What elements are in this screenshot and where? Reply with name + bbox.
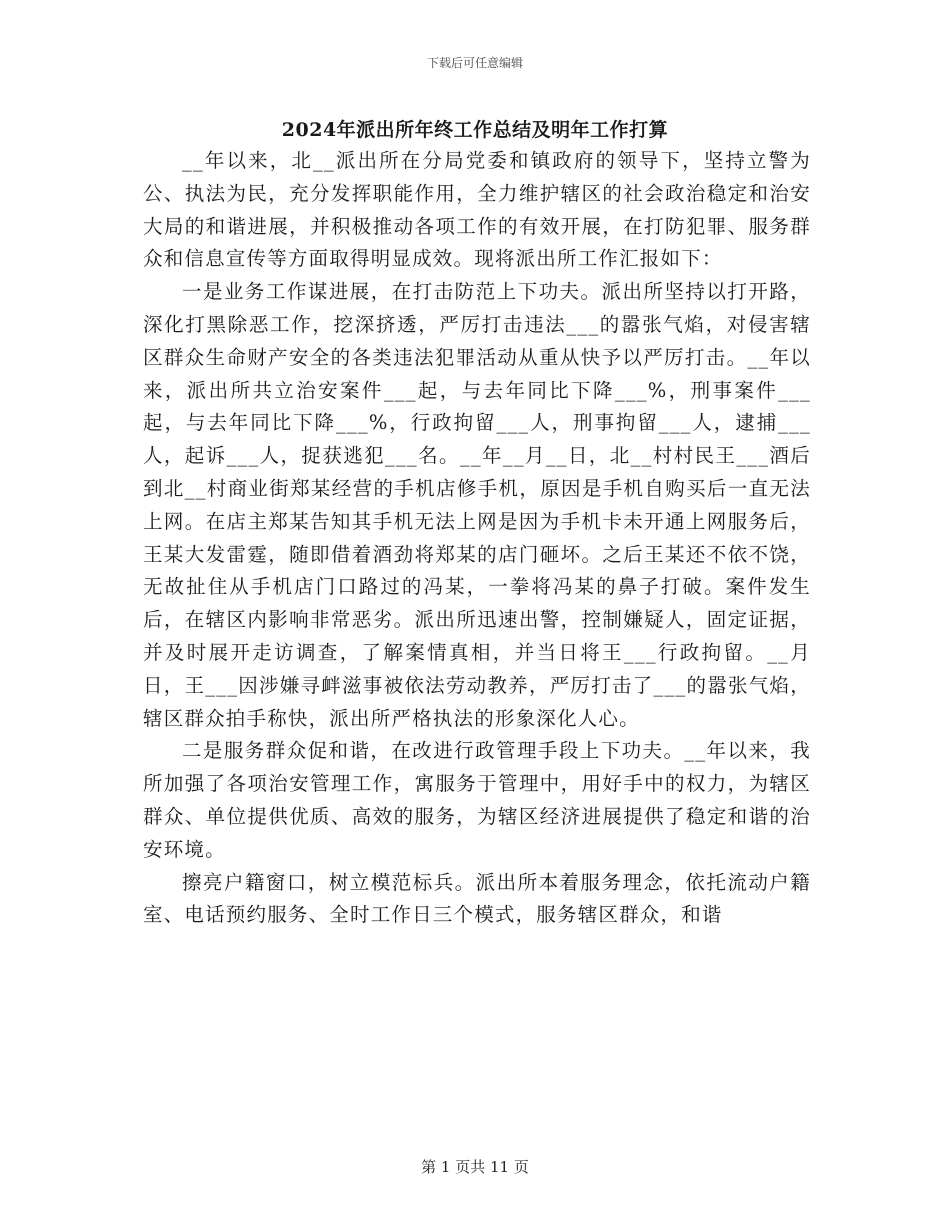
document-title: 2024年派出所年终工作总结及明年工作打算 bbox=[281, 119, 669, 141]
paragraph-household-window: 擦亮户籍窗口，树立模范标兵。派出所本着服务理念，依托流动户籍室、电话预约服务、全时工作日三个模式，服务辖区群众，和谐 bbox=[143, 870, 811, 927]
page-footer: 第 1 页共 11 页 bbox=[421, 1158, 529, 1176]
paragraph-business-work: 一是业务工作谋进展，在打击防范上下功夫。派出所坚持以打开路，深化打黑除恶工作，挖深挤透，严厉打击违法___的嚣张气焰，对侵害辖区群众生命财产安全的各类违法犯罪活动从重从快予以严厉打击。__年以来，派出所共立治安案件___起，与去年同比下降___%，刑事案件___起，与去年同比下降___%，行政拘留___人，刑事拘留___人，逮捕___人，起诉___人，捉获逃犯___名。__年__月__日，北__村村民王___酒后到北__村商业街郑某经营的手机店修手机，原因是手机自购买后一直无法上网。在店主郑某告知其手机无法上网是因为手机卡未开通上网服务后，王某大发雷霆，随即借着酒劲将郑某的店门砸坏。之后王某还不依不饶，无故扯住从手机店门口路过的冯某，一拳将冯某的鼻子打破。案件发生后，在辖区内影响非常恶劣。派出所迅速出警，控制嫌疑人，固定证据，并及时展开走访调查，了解案情真相，并当日将王___行政拘留。__月日，王___因涉嫌寻衅滋事被依法劳动教养，严厉打击了___的嚣张气焰，辖区群众拍手称快，派出所严格执法的形象深化人心。 bbox=[143, 280, 811, 730]
paragraph-intro: __年以来，北__派出所在分局党委和镇政府的领导下，坚持立警为公、执法为民，充分发挥职能作用，全力维护辖区的社会政治稳定和治安大局的和谐进展，并积极推动各项工作的有效开展，在打防犯罪、服务群众和信息宣传等方面取得明显成效。现将派出所工作汇报如下： bbox=[143, 149, 811, 271]
paragraph-serve-public: 二是服务群众促和谐，在改进行政管理手段上下功夫。__年以来，我所加强了各项治安管理工作，寓服务于管理中，用好手中的权力，为辖区群众、单位提供优质、高效的服务，为辖区经济进展提供了稳定和谐的治安环境。 bbox=[143, 739, 811, 861]
header-note: 下载后可任意编辑 bbox=[426, 56, 523, 70]
document-body bbox=[143, 145, 811, 932]
